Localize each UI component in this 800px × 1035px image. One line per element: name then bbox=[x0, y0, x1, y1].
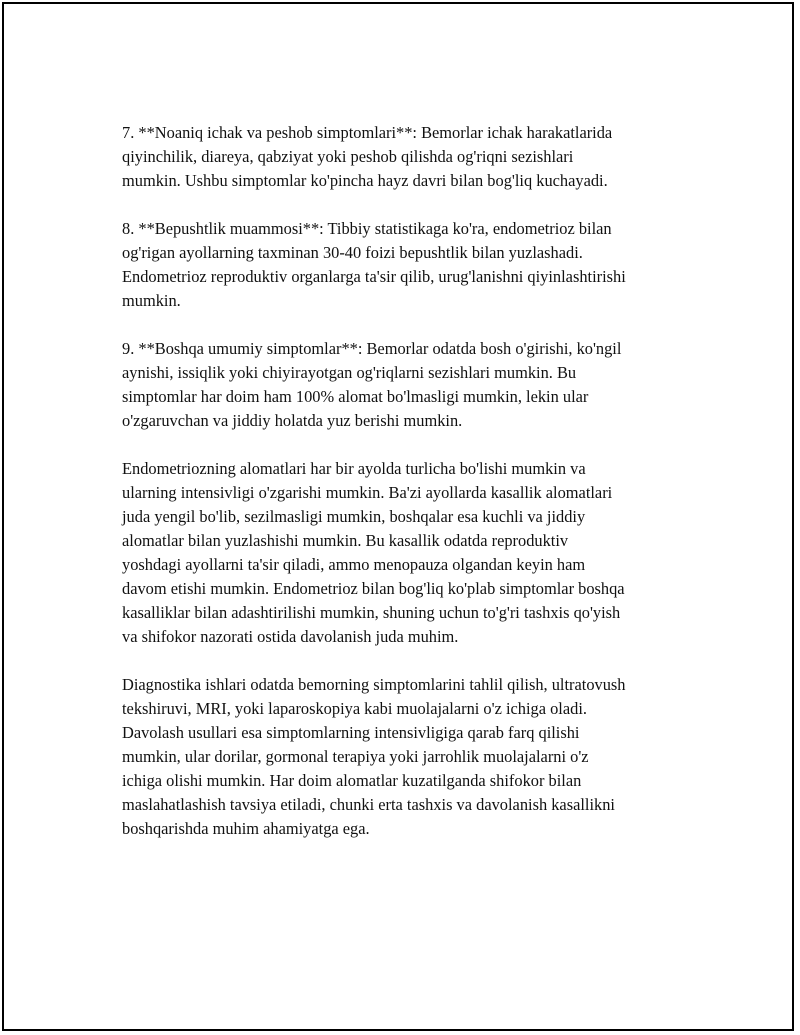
paragraph-diagnosis-treatment: Diagnostika ishlari odatda bemorning simptomlarini tahlil qilish, ultratovush tekshiruvi, MRI, yoki laparoskopiya kabi muolajalarni o'z ichiga oladi. Davolash usullari esa simptomlarning intensivligiga qarab farq qilishi mumkin, ular dorilar, gormonal terapiya yoki jarrohlik muolajalarni o'z ichiga olishi mumkin. Har doim alomatlar kuzatilganda shifokor bilan maslahatlashish tavsiya etiladi, chunki erta tashxis va davolanish kasallikni boshqarishda muhim ahamiyatga ega. bbox=[122, 675, 626, 838]
paragraph-symptom-variability: Endometriozning alomatlari har bir ayolda turlicha bo'lishi mumkin va ularning intensivligi o'zgarishi mumkin. Ba'zi ayollarda kasallik alomatlari juda yengil bo'lib, sezilmasligi mumkin, boshqalar esa kuchli va jiddiy alomatlar bilan yuzlashishi mumkin. Bu kasallik odatda reproduktiv yoshdagi ayollarni ta'sir qiladi, ammo menopauza olgandan keyin ham davom etishi mumkin. Endometrioz bilan bog'liq ko'plab simptomlar boshqa kasalliklar bilan adashtirilishi mumkin, shuning uchun to'g'ri tashxis qo'yish va shifokor nazorati ostida davolanish juda muhim. bbox=[122, 459, 625, 646]
document-body bbox=[122, 121, 692, 841]
page-frame bbox=[2, 2, 794, 1031]
paragraph-urinary-bowel-symptoms: 7. **Noaniq ichak va peshob simptomlari**: Bemorlar ichak harakatlarida qiyinchilik, diareya, qabziyat yoki peshob qilishda og'riqni sezishlari mumkin. Ushbu simptomlar ko'pincha hayz davri bilan bog'liq kuchayadi. bbox=[122, 123, 613, 190]
paragraph-other-symptoms: 9. **Boshqa umumiy simptomlar**: Bemorlar odatda bosh o'girishi, ko'ngil aynishi, issiqlik yoki chiyirayotgan og'riqlarni sezishlari mumkin. Bu simptomlar har doim ham 100% alomat bo'lmasligi mumkin, lekin ular o'zgaruvchan va jiddiy holatda yuz berishi mumkin. bbox=[122, 339, 622, 430]
paragraph-infertility: 8. **Bepushtlik muammosi**: Tibbiy statistikaga ko'ra, endometrioz bilan og'rigan ayollarning taxminan 30-40 foizi bepushtlik bilan yuzlashadi. Endometrioz reproduktiv organlarga ta'sir qilib, urug'lanishni qiyinlashtirishi mumkin. bbox=[122, 219, 626, 310]
